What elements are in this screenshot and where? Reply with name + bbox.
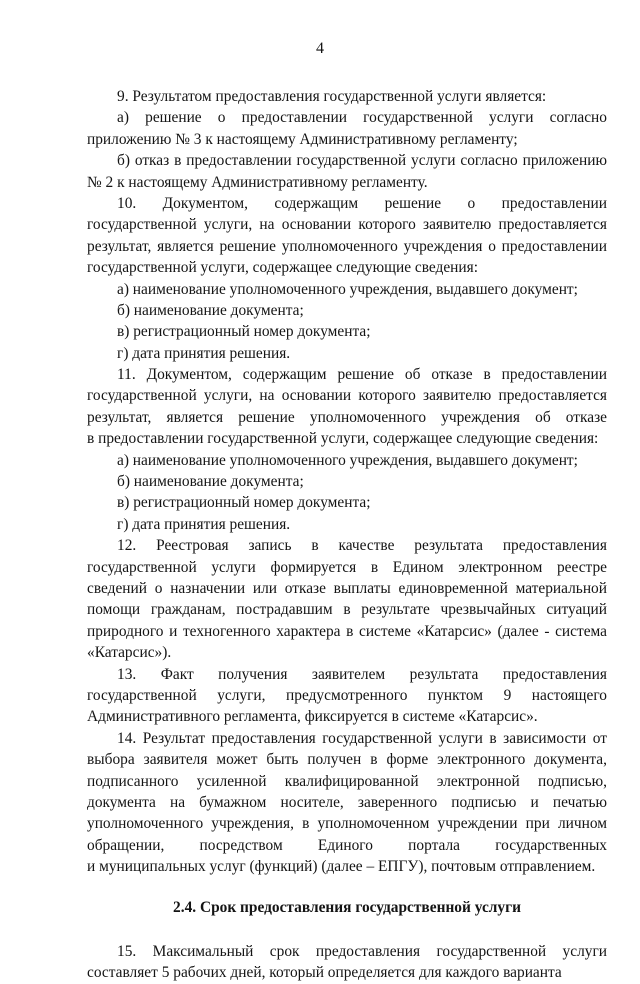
text-line: а) решение о предоставлении государственной услуги согласно: [117, 109, 607, 127]
paragraph: [87, 492, 607, 513]
text-line: б) наименование документа;: [117, 301, 304, 319]
paragraph: [87, 535, 607, 663]
paragraph: [87, 86, 607, 107]
paragraph: [87, 364, 607, 450]
text-line: государственной услуги, предусмотренного пунктом 9 настоящего: [87, 686, 607, 704]
text-line: государственной услуги формируется в Едином электронном реестре: [87, 558, 607, 576]
paragraph: [87, 150, 607, 193]
text-line: 12. Реестровая запись в качестве результата предоставления: [117, 537, 607, 555]
text-line: в) регистрационный номер документа;: [117, 323, 371, 341]
text-line: результат, является решение уполномоченного учреждения о предоставлении: [87, 237, 607, 255]
text-line: б) наименование документа;: [117, 473, 304, 491]
paragraph-list: [87, 86, 607, 877]
text-line: результат, является решение уполномоченного учреждения об отказе: [87, 408, 607, 426]
paragraph: [87, 107, 607, 150]
text-line: 11. Документом, содержащим решение об отказе в предоставлении: [117, 366, 607, 384]
text-line: г) дата принятия решения.: [117, 515, 291, 533]
paragraph: [87, 279, 607, 300]
paragraph: [87, 471, 607, 492]
text-line: «Катарсис»).: [87, 644, 172, 662]
section-heading: 2.4. Срок предоставления государственной услуги: [173, 899, 521, 917]
text-line: и муниципальных услуг (функций) (далее – ЕПГУ), почтовым отправлением.: [87, 858, 596, 876]
text-line: г) дата принятия решения.: [117, 344, 291, 362]
text-line: помощи гражданам, пострадавшим в результате чрезвычайных ситуаций: [87, 601, 607, 619]
paragraph: [87, 343, 607, 364]
text-line: государственной услуги, содержащее следующие сведения:: [87, 259, 479, 277]
paragraph: [87, 664, 607, 728]
page-number: 4: [316, 40, 324, 57]
text-line: Административного регламента, фиксируется в системе «Катарсис».: [87, 708, 538, 726]
text-line: природного и техногенного характера в системе «Катарсис» (далее - система: [87, 622, 607, 640]
text-line: 10. Документом, содержащим решение о предоставлении: [117, 194, 607, 212]
paragraph: [87, 300, 607, 321]
text-line: б) отказ в предоставлении государственной услуги согласно приложению: [117, 152, 607, 170]
text-line: документа на бумажном носителе, заверенного подписью и печатью: [87, 793, 607, 811]
text-line: составляет 5 рабочих дней, который определяется для каждого варианта: [87, 964, 562, 982]
text-line: сведений о назначении или отказе выплаты единовременной материальной: [87, 579, 607, 597]
paragraph-list-after-heading: [87, 941, 607, 984]
text-line: подписанного усиленной квалифицированной электронной подписью,: [87, 772, 607, 790]
paragraph: [87, 728, 607, 878]
text-line: а) наименование уполномоченного учреждения, выдавшего документ;: [117, 280, 578, 298]
text-line: 9. Результатом предоставления государственной услуги является:: [117, 88, 547, 105]
text-line: в) регистрационный номер документа;: [117, 494, 371, 512]
text-line: 15. Максимальный срок предоставления государственной услуги: [117, 942, 607, 960]
document-body: [87, 86, 607, 984]
paragraph: [87, 321, 607, 342]
paragraph: [87, 514, 607, 535]
text-line: государственной услуги, на основании которого заявителю предоставляется: [87, 387, 607, 405]
paragraph: [87, 450, 607, 471]
text-line: обращении, посредством Единого портала государственных: [87, 836, 607, 854]
paragraph: [87, 941, 607, 984]
paragraph: [87, 193, 607, 279]
text-line: в предоставлении государственной услуги, содержащее следующие сведения:: [87, 430, 599, 448]
text-line: а) наименование уполномоченного учреждения, выдавшего документ;: [117, 451, 578, 469]
text-line: приложению № 3 к настоящему Административному регламенту;: [87, 130, 518, 148]
text-line: № 2 к настоящему Административному регламенту.: [87, 173, 428, 191]
text-line: 14. Результат предоставления государственной услуги в зависимости от: [117, 729, 607, 747]
text-line: уполномоченного учреждения, в уполномоченном учреждении при личном: [87, 815, 607, 833]
text-line: выбора заявителя может быть получен в форме электронного документа,: [87, 751, 607, 769]
text-line: 13. Факт получения заявителем результата предоставления: [117, 665, 607, 683]
text-line: государственной услуги, на основании которого заявителю предоставляется: [87, 216, 607, 234]
